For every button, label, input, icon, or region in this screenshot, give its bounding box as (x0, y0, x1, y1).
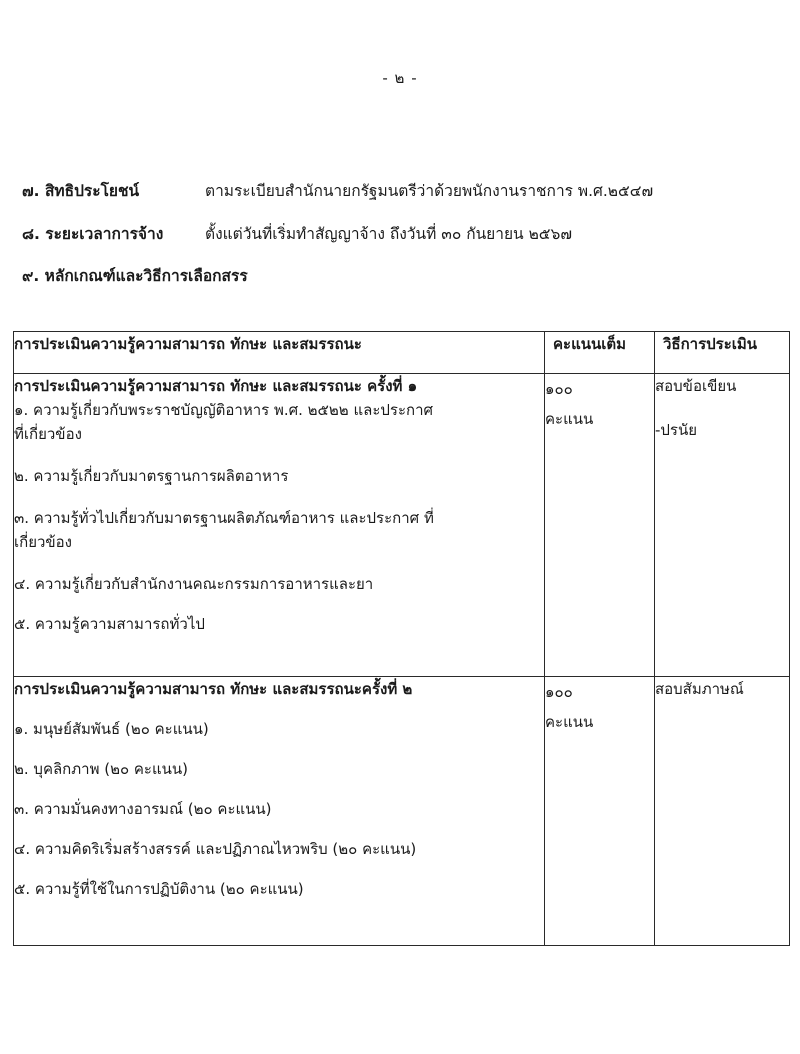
list-item: ๓. ความมั่นคงทางอารมณ์ (๒๐ คะแนน) (14, 800, 272, 818)
list-item: ๓. ความรู้ทั่วไปเกี่ยวกับมาตรฐานผลิตภัณฑ์อาหาร และประกาศ ที่เกี่ยวข้อง (14, 509, 434, 551)
list-item: ๑. มนุษย์สัมพันธ์ (๒๐ คะแนน) (14, 720, 209, 738)
table-header-row (14, 332, 790, 374)
score-value: ๑๐๐ (545, 380, 573, 398)
method-cell (655, 677, 790, 946)
section-title: การประเมินความรู้ความสามารถ ทักษะ และสมรรถนะ ครั้งที่ ๑ (14, 377, 418, 395)
list-item: ๕. ความรู้ความสามารถทั่วไป (14, 615, 205, 633)
score-unit: คะแนน (545, 713, 594, 731)
info-value: ตั้งแต่วันที่เริ่มทำสัญญาจ้าง ถึงวันที่ ๓๐ กันยายน ๒๕๖๗ (205, 225, 573, 243)
method-text: สอบข้อเขียน (655, 377, 737, 395)
info-label: ๙. หลักเกณฑ์และวิธีการเลือกสรร (22, 267, 248, 285)
info-label: ๗. สิทธิประโยชน์ (22, 182, 140, 200)
table-row (14, 374, 790, 677)
header-evaluation: การประเมินความรู้ความสามารถ ทักษะ และสมรรถนะ (14, 332, 545, 374)
info-value: ตามระเบียบสำนักนายกรัฐมนตรีว่าด้วยพนักงานราชการ พ.ศ.๒๕๔๗ (205, 182, 654, 200)
page-number: - ๒ - (382, 69, 418, 87)
score-cell (545, 374, 655, 677)
list-item: ๒. บุคลิกภาพ (๒๐ คะแนน) (14, 760, 189, 778)
list-item: ๑. ความรู้เกี่ยวกับพระราชบัญญัติอาหาร พ.ศ. ๒๕๒๒ และประกาศ ที่เกี่ยวข้อง (14, 401, 434, 443)
evaluation-cell (14, 677, 545, 946)
list-item: ๕. ความรู้ที่ใช้ในการปฏิบัติงาน (๒๐ คะแนน) (14, 880, 304, 898)
method-text: -ปรนัย (655, 421, 698, 439)
list-item: ๒. ความรู้เกี่ยวกับมาตรฐานการผลิตอาหาร (14, 467, 289, 485)
score-cell (545, 677, 655, 946)
score-unit: คะแนน (545, 410, 594, 428)
header-method: วิธีการประเมิน (655, 332, 790, 374)
list-item: ๔. ความรู้เกี่ยวกับสำนักงานคณะกรรมการอาหารและยา (14, 575, 374, 593)
evaluation-cell (14, 374, 545, 677)
evaluation-table (13, 331, 790, 946)
method-cell (655, 374, 790, 677)
list-item: ๔. ความคิดริเริ่มสร้างสรรค์ และปฏิภาณไหวพริบ (๒๐ คะแนน) (14, 840, 417, 858)
table-row (14, 677, 790, 946)
method-text: สอบสัมภาษณ์ (655, 680, 744, 698)
section-title: การประเมินความรู้ความสามารถ ทักษะ และสมรรถนะครั้งที่ ๒ (14, 680, 413, 698)
info-label: ๘. ระยะเวลาการจ้าง (22, 225, 164, 243)
score-value: ๑๐๐ (545, 683, 573, 701)
header-full-score: คะแนนเต็ม (545, 332, 655, 374)
